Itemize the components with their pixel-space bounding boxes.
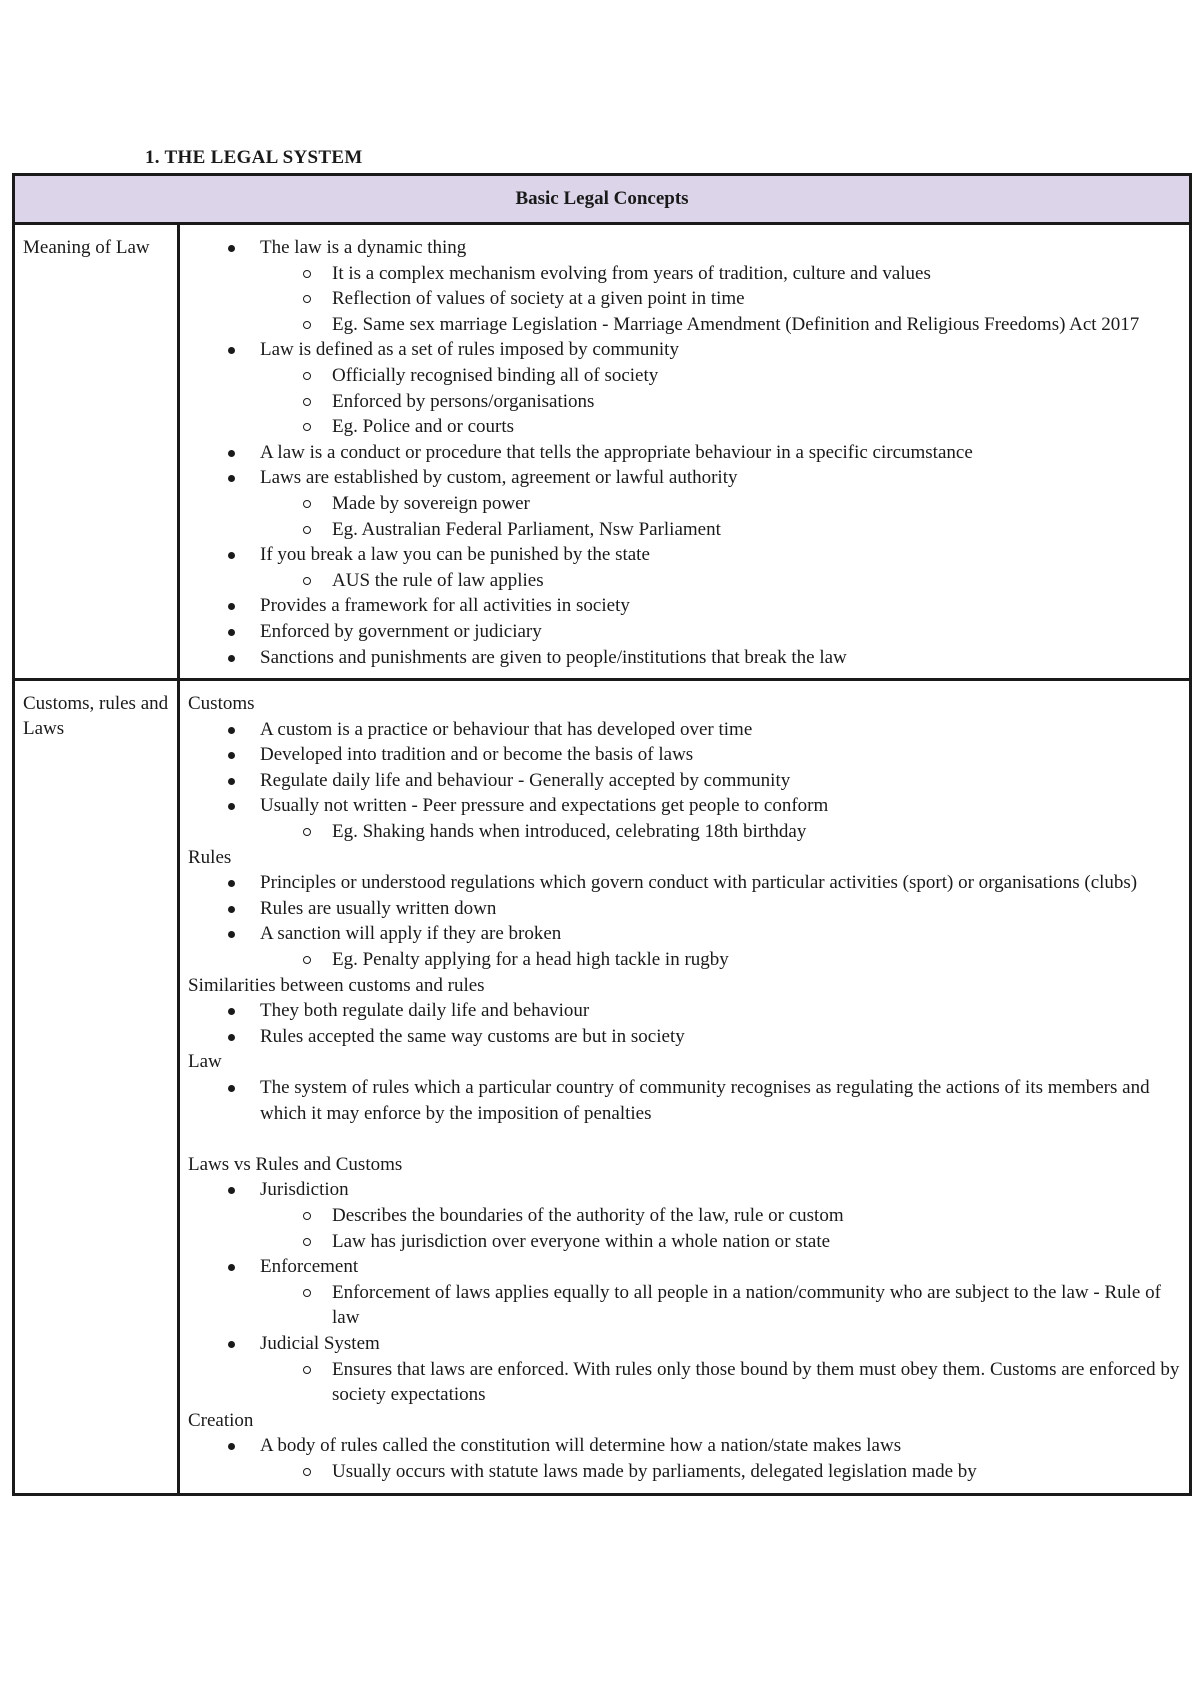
bullet-item xyxy=(188,1075,1181,1126)
bullet-text: A body of rules called the constitution will determine how a nation/state makes laws xyxy=(260,1435,902,1457)
bullet-text: The law is a dynamic thing xyxy=(260,237,467,258)
table-body xyxy=(14,224,1191,1495)
bullet-item xyxy=(188,1024,1181,1050)
bullet-text: Rules are usually written down xyxy=(260,897,497,919)
bullet-item xyxy=(188,717,1181,743)
bullet-text: Jurisdiction xyxy=(260,1179,349,1201)
bullet-text: Enforced by government or judiciary xyxy=(260,620,542,642)
bullet-text: If you break a law you can be punished by the state xyxy=(260,544,650,566)
row-content xyxy=(179,680,1191,1494)
row-content xyxy=(179,224,1191,680)
table-header-row xyxy=(14,175,1191,224)
bullet-text: A law is a conduct or procedure that tells the appropriate behaviour in a specific circumstance xyxy=(260,441,973,463)
bullet-item xyxy=(188,619,1181,645)
bullet-text: A sanction will apply if they are broken xyxy=(260,923,562,945)
spacer xyxy=(188,1126,1181,1152)
bullet-list xyxy=(188,235,1181,670)
sub-bullet-list xyxy=(260,261,1181,338)
sub-bullet-item: Usually occurs with statute laws made by parliaments, delegated legislation made by xyxy=(260,1459,1181,1485)
bullet-text: They both regulate daily life and behaviour xyxy=(260,1000,590,1022)
bullet-text: Laws are established by custom, agreement or lawful authority xyxy=(260,467,738,489)
sub-bullet-item: Eg. Shaking hands when introduced, celebrating 18th birthday xyxy=(260,819,1181,845)
sub-bullet-item: Eg. Police and or courts xyxy=(260,414,1181,440)
bullet-item xyxy=(188,1331,1181,1408)
sub-bullet-list xyxy=(260,491,1181,542)
bullet-text: Principles or understood regulations which govern conduct with particular activities (sport) or organisations (clubs) xyxy=(260,872,1138,894)
bullet-text: The system of rules which a particular country of community recognises as regulating the actions of its members and which it may enforce by the imposition of penalties xyxy=(260,1077,1150,1124)
bullet-item xyxy=(188,542,1181,593)
sub-bullet-item: Describes the boundaries of the authority of the law, rule or custom xyxy=(260,1203,1181,1229)
bullet-list xyxy=(188,1075,1181,1126)
bullet-item xyxy=(188,645,1181,671)
bullet-item xyxy=(188,465,1181,542)
sub-bullet-item: Enforced by persons/organisations xyxy=(260,389,1181,415)
sub-bullet-list xyxy=(260,363,1181,440)
bullet-text: Sanctions and punishments are given to people/institutions that break the law xyxy=(260,646,847,668)
bullet-item xyxy=(188,793,1181,844)
bullet-text: Developed into tradition and or become the basis of laws xyxy=(260,744,694,766)
table-header: Basic Legal Concepts xyxy=(14,175,1191,224)
sub-bullet-item: Law has jurisdiction over everyone within a whole nation or state xyxy=(260,1229,1181,1255)
bullet-item xyxy=(188,870,1181,896)
section-heading: Creation xyxy=(188,1409,254,1431)
bullet-text: Provides a framework for all activities in society xyxy=(260,595,630,617)
bullet-item xyxy=(188,921,1181,972)
bullet-item xyxy=(188,235,1181,337)
bullet-list xyxy=(188,870,1181,972)
bullet-list xyxy=(188,717,1181,845)
section-heading: Law xyxy=(188,1051,222,1073)
bullet-item xyxy=(188,1254,1181,1331)
bullet-text: Law is defined as a set of rules imposed by community xyxy=(260,339,679,361)
bullet-text: A custom is a practice or behaviour that has developed over time xyxy=(260,718,753,740)
sub-bullet-list xyxy=(260,1280,1181,1331)
bullet-item xyxy=(188,337,1181,439)
bullet-item xyxy=(188,742,1181,768)
sub-bullet-item: Made by sovereign power xyxy=(260,491,1181,517)
bullet-text: Enforcement xyxy=(260,1256,359,1278)
bullet-item xyxy=(188,1433,1181,1484)
sub-bullet-item: AUS the rule of law applies xyxy=(260,568,1181,594)
bullet-item xyxy=(188,1177,1181,1254)
table-row xyxy=(14,224,1191,680)
bullet-list xyxy=(188,1433,1181,1484)
notes-table xyxy=(12,173,1192,1496)
bullet-text: Rules accepted the same way customs are but in society xyxy=(260,1025,685,1047)
sub-bullet-list xyxy=(260,819,1181,845)
section-heading: Laws vs Rules and Customs xyxy=(188,1153,403,1175)
section-heading: Similarities between customs and rules xyxy=(188,974,485,996)
row-label: Customs, rules and Laws xyxy=(14,680,179,1494)
table-row xyxy=(14,680,1191,1494)
bullet-text: Regulate daily life and behaviour - Generally accepted by community xyxy=(260,769,791,791)
sub-bullet-item: Ensures that laws are enforced. With rules only those bound by them must obey them. Customs are enforced by society expectations xyxy=(260,1357,1181,1408)
bullet-item xyxy=(188,593,1181,619)
sub-bullet-list xyxy=(260,1459,1181,1485)
sub-bullet-item: Reflection of values of society at a given point in time xyxy=(260,286,1181,312)
bullet-item xyxy=(188,768,1181,794)
sub-bullet-item: Eg. Same sex marriage Legislation - Marriage Amendment (Definition and Religious Freedoms) Act 2017 xyxy=(260,312,1181,338)
sub-bullet-item: Enforcement of laws applies equally to all people in a nation/community who are subject to the law - Rule of law xyxy=(260,1280,1181,1331)
sub-bullet-item: It is a complex mechanism evolving from years of tradition, culture and values xyxy=(260,261,1181,287)
bullet-item xyxy=(188,998,1181,1024)
sub-bullet-list xyxy=(260,1203,1181,1254)
sub-bullet-list xyxy=(260,947,1181,973)
row-label: Meaning of Law xyxy=(14,224,179,680)
sub-bullet-item: Officially recognised binding all of society xyxy=(260,363,1181,389)
section-heading: Rules xyxy=(188,846,232,868)
bullet-item xyxy=(188,896,1181,922)
bullet-item xyxy=(188,440,1181,466)
bullet-list xyxy=(188,998,1181,1049)
bullet-list xyxy=(188,1177,1181,1407)
sub-bullet-list xyxy=(260,1357,1181,1408)
bullet-text: Usually not written - Peer pressure and expectations get people to conform xyxy=(260,795,829,817)
section-heading: Customs xyxy=(188,693,255,715)
page-heading: 1. THE LEGAL SYSTEM xyxy=(145,147,363,168)
bullet-text: Judicial System xyxy=(260,1332,380,1354)
sub-bullet-item: Eg. Australian Federal Parliament, Nsw Parliament xyxy=(260,517,1181,543)
sub-bullet-item: Eg. Penalty applying for a head high tackle in rugby xyxy=(260,947,1181,973)
sub-bullet-list xyxy=(260,568,1181,594)
